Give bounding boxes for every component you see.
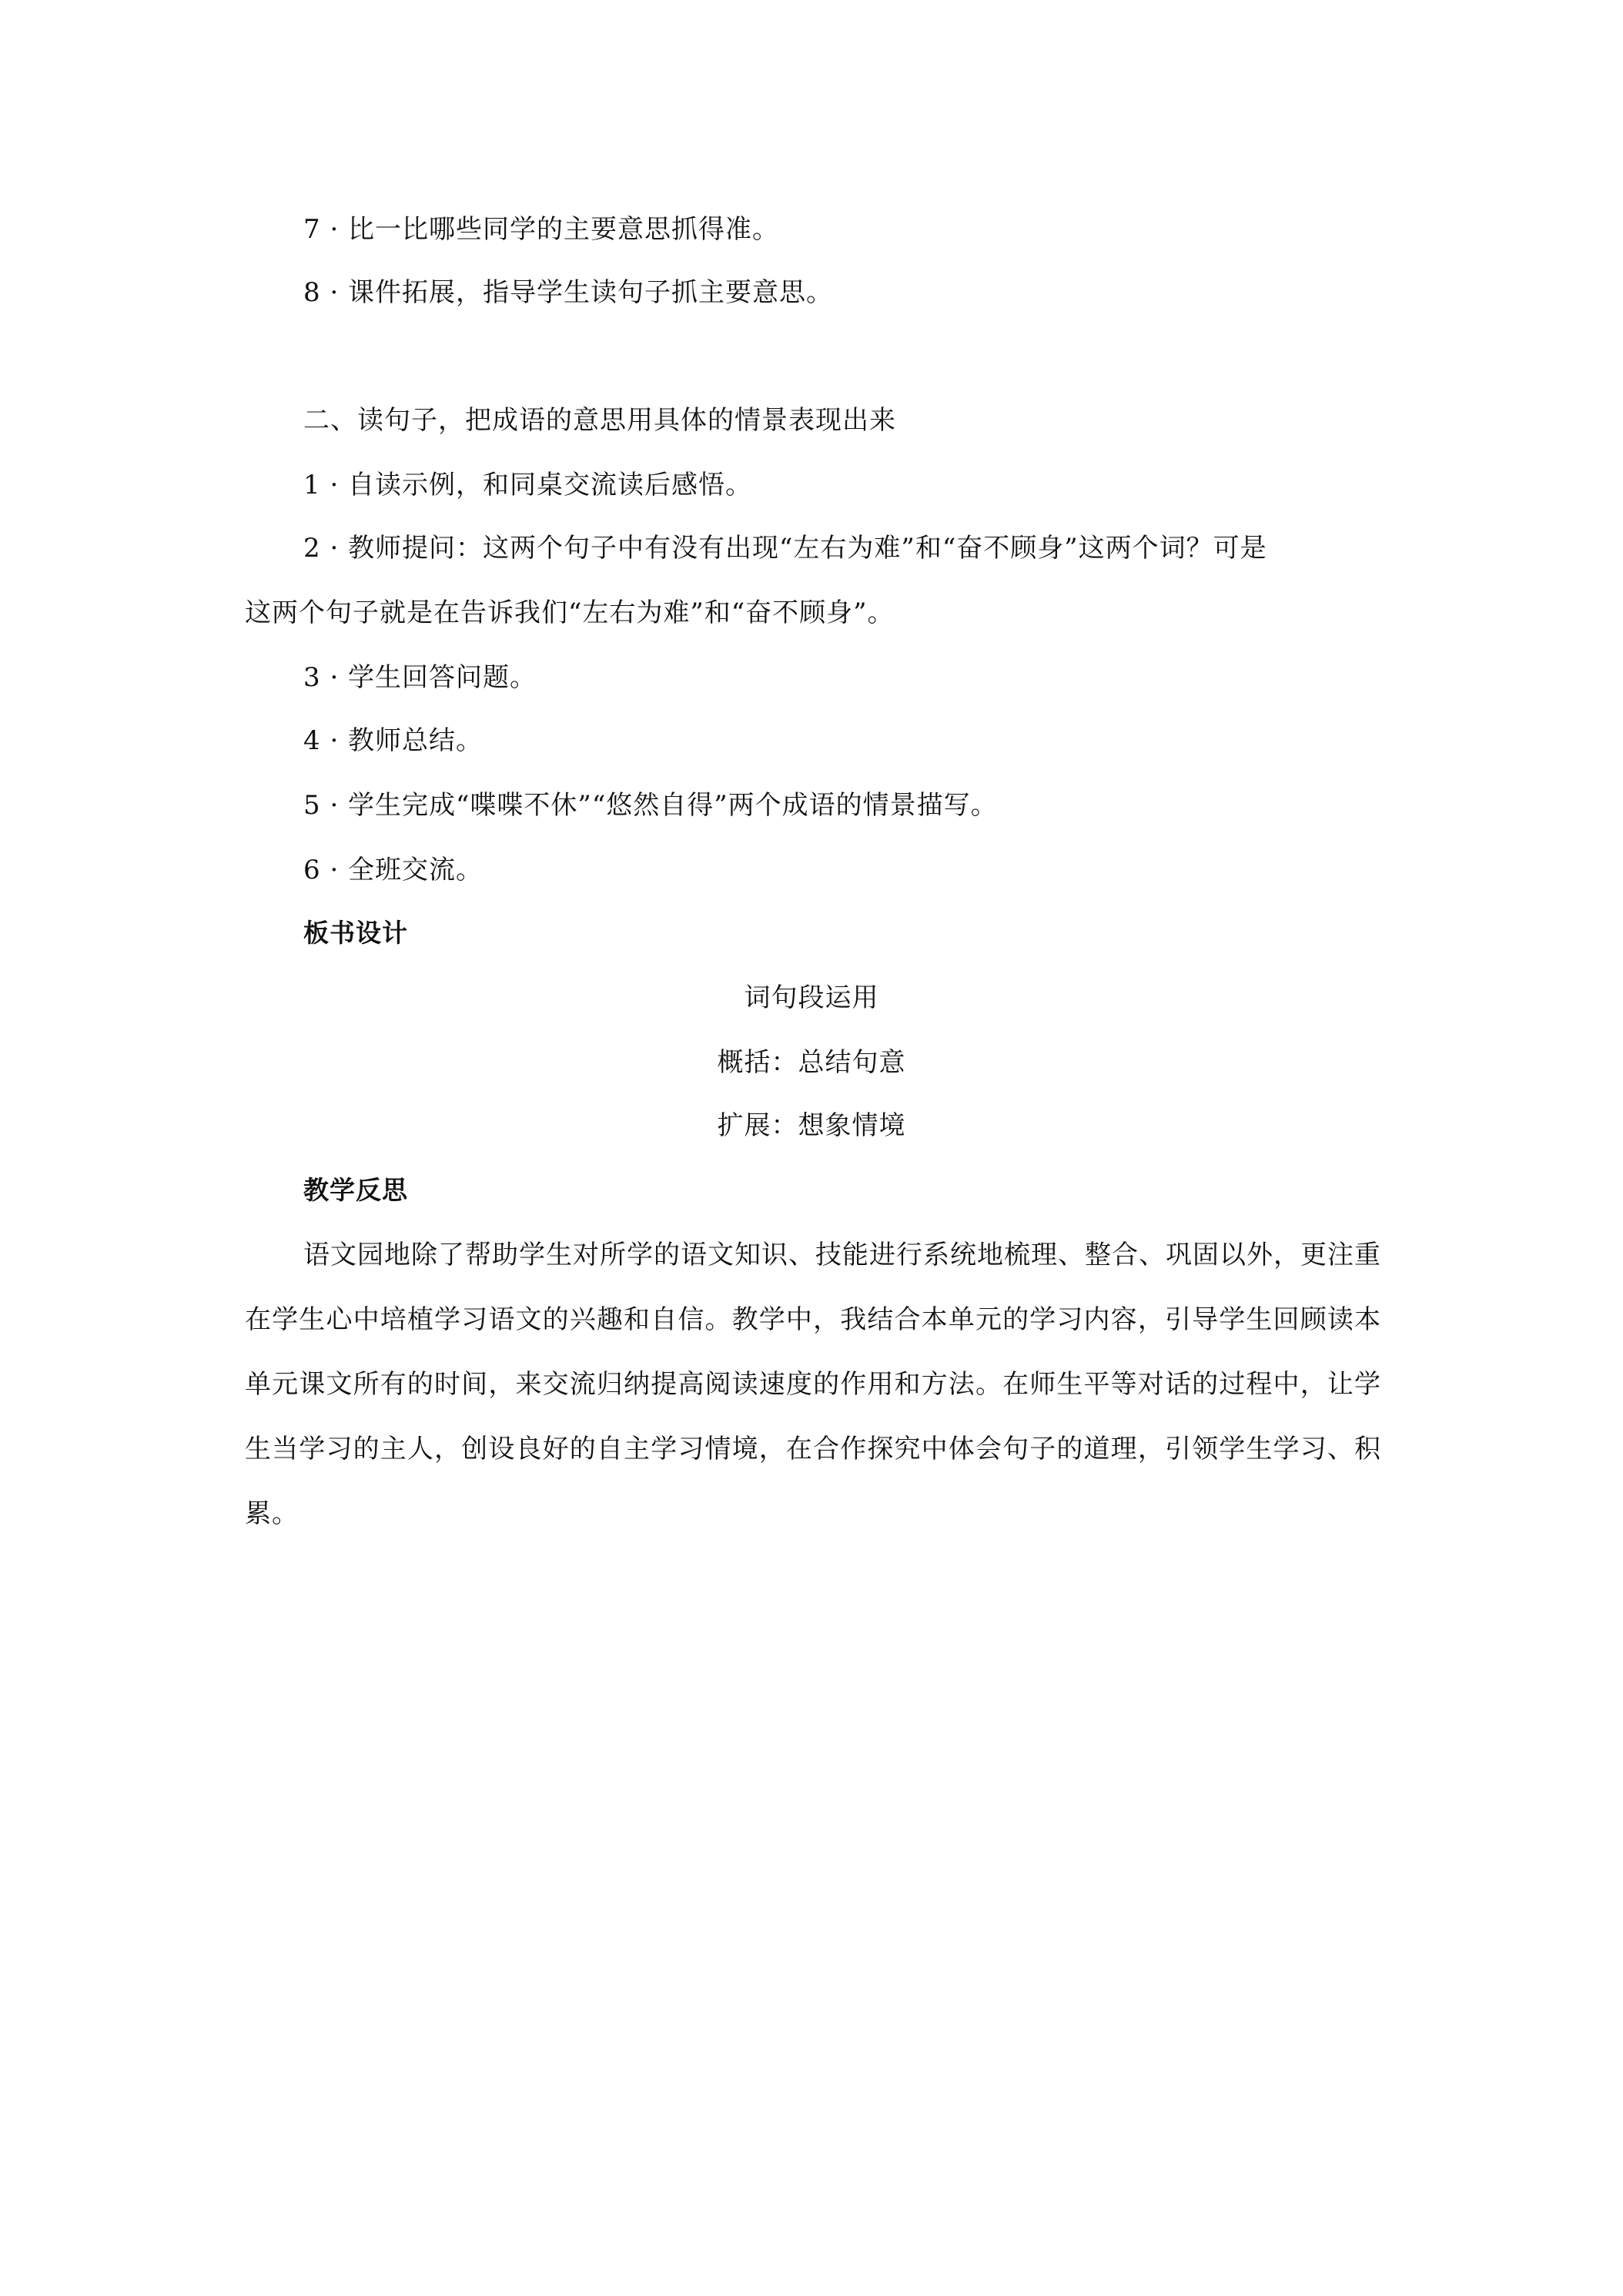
list-item: 8 · 课件拓展，指导学生读句子抓主要意思。 — [303, 277, 834, 308]
list-item: 4 · 教师总结。 — [303, 725, 484, 756]
board-line: 扩展：想象情境 — [717, 1110, 906, 1141]
board-title: 词句段运用 — [744, 982, 879, 1013]
list-item: 2 · 教师提问：这两个句子中有没有出现“左右为难”和“奋不顾身”这两个词？可是 — [303, 533, 1267, 564]
board-line: 概括：总结句意 — [717, 1047, 906, 1078]
board-design-heading: 板书设计 — [303, 918, 408, 948]
list-item: 7 · 比一比哪些同学的主要意思抓得准。 — [303, 214, 780, 245]
section-heading: 二、读句子，把成语的意思用具体的情景表现出来 — [303, 405, 896, 436]
reflection-body: 语文园地除了帮助学生对所学的语文知识、技能进行系统地梳理、整合、巩固以外，更注重在学生心中培植学习语文的兴趣和自信。教学中，我结合本单元的学习内容，引导学生回顾读本单元课文所有的时间，来交流归纳提高阅读速度的作用和方法。在师生平等对话的过程中，让学生当学习的主人，创设良好的自主学习情境，在合作探究中体会句子的道理，引领学生学习、积累。 — [245, 1240, 1381, 1529]
list-item: 6 · 全班交流。 — [303, 855, 484, 885]
list-item: 5 · 学生完成“喋喋不休”“悠然自得”两个成语的情景描写。 — [303, 790, 998, 821]
reflection-heading: 教学反思 — [303, 1175, 408, 1205]
list-item: 3 · 学生回答问题。 — [303, 662, 537, 693]
list-item-continuation: 这两个句子就是在告诉我们“左右为难”和“奋不顾身”。 — [245, 597, 895, 628]
list-item: 1 · 自读示例，和同桌交流读后感悟。 — [303, 470, 753, 500]
